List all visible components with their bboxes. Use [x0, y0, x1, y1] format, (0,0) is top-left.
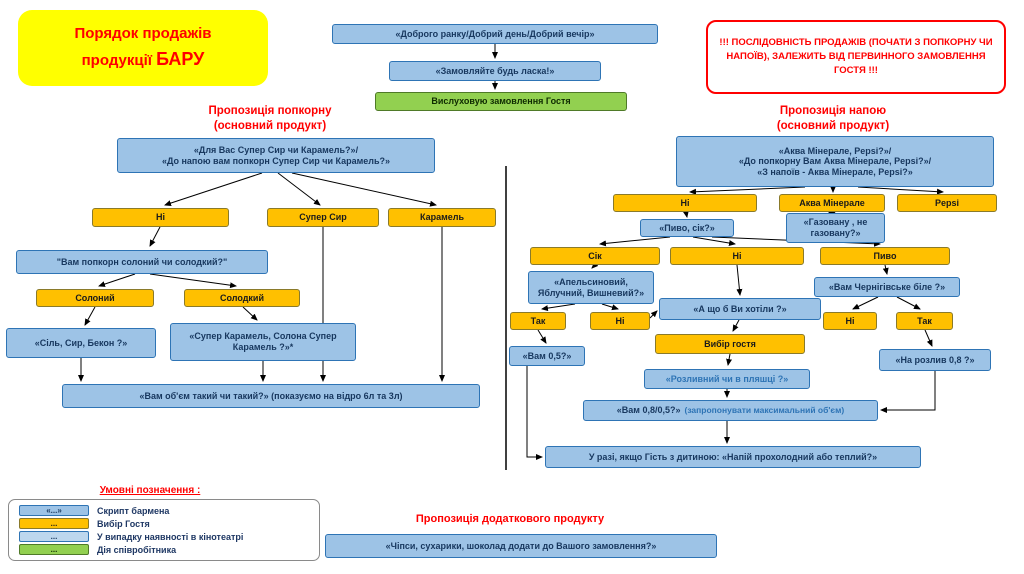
popcorn-salt-cheese-bacon-question: «Сіль, Сир, Бекон ?»	[6, 328, 156, 358]
drinks-aqua-option: Аква Мінерале	[779, 194, 885, 212]
legend-row-script: «...» Скрипт бармена	[19, 505, 309, 516]
popcorn-salty-sweet-question: "Вам попкорн солоний чи солодкий?"	[16, 250, 268, 274]
drinks-vam0805-question: «Вам 0,8/0,5?» (запропонувати максимальний об'єм)	[583, 400, 878, 421]
drinks-draft-bottle-question: «Розливний чи в пляшці ?»	[644, 369, 810, 389]
legend-row-guest-choice: ... Вибір Гостя	[19, 518, 309, 529]
extra-product-question: «Чіпси, сухарики, шоколад додати до Вашого замовлення?»	[325, 534, 717, 558]
drinks-na-rozlyv-question: «На розлив 0,8 ?»	[879, 349, 991, 371]
drinks-no3-option: Ні	[590, 312, 650, 330]
drinks-vam05-question: «Вам 0,5?»	[509, 346, 585, 366]
popcorn-super-cheese-option: Супер Сир	[267, 208, 379, 227]
drinks-chernihivske-question: «Вам Чернігівське біле ?»	[814, 277, 960, 297]
order-invite-box: «Замовляйте будь ласка!»	[389, 61, 601, 81]
drinks-no2-option: Ні	[670, 247, 804, 265]
popcorn-salty-option: Солоний	[36, 289, 154, 307]
drinks-main-question: «Аква Мінерале, Pepsi?»/ «До попкорну Вам Аква Мінерале, Pepsi?»/ «З напоїв - Аква Мінерале, Pepsi?»	[676, 136, 994, 187]
drinks-no-option: Ні	[613, 194, 757, 212]
drinks-yes-option: Так	[510, 312, 566, 330]
drinks-child-question: У разі, якщо Гість з дитиною: «Напій прохолодний або теплий?»	[545, 446, 921, 468]
popcorn-super-caramel-question: «Супер Карамель, Солона Супер Карамель ?»*	[170, 323, 356, 361]
legend-title: Умовні позначення :	[99, 485, 201, 496]
popcorn-sweet-option: Солодкий	[184, 289, 300, 307]
drinks-yes2-option: Так	[896, 312, 953, 330]
drinks-pepsi-option: Pepsi	[897, 194, 997, 212]
legend-chip-blue: «...»	[19, 505, 89, 516]
greeting-box: «Доброго ранку/Добрий день/Добрий вечір»	[332, 24, 658, 44]
legend-row-cinema: ... У випадку наявності в кінотеатрі	[19, 531, 309, 542]
slide-title	[18, 10, 268, 86]
extra-product-heading: Пропозиція додаткового продукту	[415, 513, 605, 525]
slide-title-line1: Порядок продажів	[74, 25, 212, 43]
legend-box	[8, 499, 320, 561]
sales-order-warning: !!! ПОСЛІДОВНІСТЬ ПРОДАЖІВ (ПОЧАТИ З ПОПКОРНУ ЧИ НАПОЇВ), ЗАЛЕЖИТЬ ВІД ПЕРВИННОГО ЗАМОВЛЕННЯ ГОСТЯ !!!	[706, 20, 1006, 94]
legend-row-employee-action: ... Дія співробітника	[19, 544, 309, 555]
popcorn-volume-question: «Вам об'єм такий чи такий?» (показуємо на відро 6л та 3л)	[62, 384, 480, 408]
legend-chip-orange: ...	[19, 518, 89, 529]
drinks-guest-choice: Вибір гостя	[655, 334, 805, 354]
drinks-heading: Пропозиція напою (основний продукт)	[776, 105, 890, 132]
drinks-juice-kinds-question: «Апельсиновий, Яблучний, Вишневий?»	[528, 271, 654, 304]
legend-chip-green: ...	[19, 544, 89, 555]
slide-title-line2: продукції БАРУ	[81, 48, 205, 69]
drinks-beer-juice-question: «Пиво, сік?»	[640, 219, 734, 237]
drinks-sparkling-question: «Газовану , не газовану?»	[786, 213, 885, 243]
drinks-beer-option: Пиво	[820, 247, 950, 265]
popcorn-no-option: Ні	[92, 208, 229, 227]
drinks-juice-option: Сік	[530, 247, 660, 265]
drinks-no4-option: Ні	[823, 312, 877, 330]
drinks-what-would-question: «А що б Ви хотіли ?»	[659, 298, 821, 320]
popcorn-main-question: «Для Вас Супер Сир чи Карамель?»/ «До напою вам попкорн Супер Сир чи Карамель?»	[117, 138, 435, 173]
listen-order-box: Вислуховую замовлення Гостя	[375, 92, 627, 111]
legend-chip-lightblue: ...	[19, 531, 89, 542]
popcorn-heading: Пропозиція попкорну (основний продукт)	[208, 105, 332, 132]
popcorn-caramel-option: Карамель	[388, 208, 496, 227]
